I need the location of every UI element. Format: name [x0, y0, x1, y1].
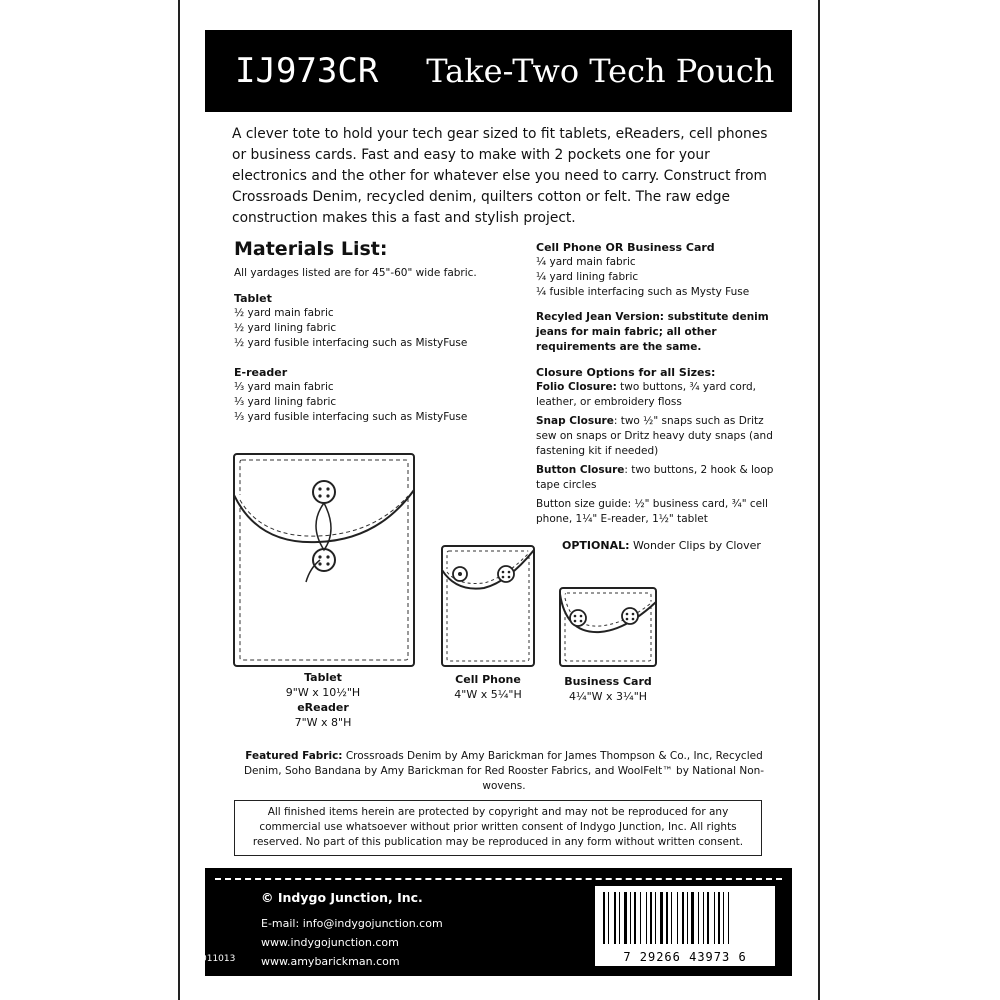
snap-label: Snap Closure [536, 415, 614, 427]
button-icon [313, 481, 335, 503]
website-link: www.amybarickman.com [261, 955, 400, 968]
publisher: © Indygo Junction, Inc. [261, 890, 423, 905]
materials-heading: Materials List: [234, 238, 388, 260]
tablet-materials [234, 291, 524, 351]
list-item: ½ yard main fabric [234, 307, 334, 319]
list-item: ¼ yard main fabric [536, 256, 636, 268]
pattern-title: Take-Two Tech Pouch [426, 52, 775, 90]
intro-paragraph: A clever tote to hold your tech gear sized to fit tablets, eReaders, cell phones or business cards. Fast and easy to make with 2 pockets one for your electronics and the other for whatever else you need to carry. Construct from Crossroads Denim, recycled denim, quilters cotton or felt. The raw edge construction makes this a fast and stylish project. [232, 126, 768, 226]
recycled-jean-note: Recyled Jean Version: substitute denim jeans for main fabric; all other requirements are the same. [536, 311, 769, 353]
tablet-size: 9"W x 10½"H [285, 686, 361, 699]
cell-card-materials [536, 240, 786, 300]
pattern-code: IJ973CR [235, 51, 379, 91]
button-icon [313, 549, 335, 571]
tablet-caption [248, 670, 398, 730]
cell-phone-pouch-illustration [438, 540, 538, 670]
ereader-heading: E-reader [234, 366, 288, 379]
cell-card-heading: Cell Phone OR Business Card [536, 241, 715, 254]
item-code: 011013 [201, 954, 236, 964]
tablet-pouch-illustration [228, 450, 418, 670]
featured-fabric [234, 749, 774, 794]
list-item: ¼ fusible interfacing such as Mysty Fuse [536, 286, 750, 298]
featured-text: Crossroads Denim by Amy Barickman for James Thompson & Co., Inc, Recycled Denim, Soho Bandana by Amy Barickman for Red Rooster Fabrics, and WoolFelt™ by National Non-wovens. [243, 750, 765, 792]
folio-text: two buttons, ¾ yard cord, leather, or embroidery floss [536, 381, 756, 408]
button-icon [498, 566, 514, 582]
barcode-number: 7 29266 43973 6 [623, 950, 747, 964]
ereader-name: eReader [297, 701, 349, 714]
snap-text: : two ½" snaps such as Dritz sew on snaps or Dritz heavy duty snaps (and fastening kit if needed) [536, 415, 773, 457]
closure-heading: Closure Options for all Sizes: [536, 366, 716, 379]
button-label: Button Closure [536, 464, 625, 476]
closure-options [536, 365, 786, 410]
yardage-note: All yardages listed are for 45"-60" wide fabric. [234, 267, 477, 279]
title-banner [205, 30, 792, 112]
snap-closure [536, 414, 786, 459]
dashed-divider [215, 878, 782, 880]
button-icon [570, 610, 586, 626]
ereader-materials [234, 365, 524, 425]
copyright-notice: All finished items herein are protected by copyright and may not be reproduced for any commercial use whatsoever without prior written consent of Indygo Junction, Inc. All rights reserved. No part of this publication may be reproduced in any form without written consent. [234, 800, 762, 856]
folio-label: Folio Closure: [536, 381, 617, 393]
ereader-size: 7"W x 8"H [294, 716, 352, 729]
card-size: 4¼"W x 3¼"H [568, 690, 648, 703]
business-card-pouch-illustration [556, 582, 662, 670]
business-card-caption [548, 674, 668, 704]
contact-info [261, 914, 443, 971]
optional-note [562, 539, 761, 552]
cell-phone-caption [428, 672, 548, 702]
footer-bar [201, 868, 792, 976]
materials-list [234, 238, 524, 439]
card-name: Business Card [564, 675, 652, 688]
button-icon [622, 608, 638, 624]
optional-text: Wonder Clips by Clover [629, 539, 761, 552]
right-column [536, 240, 786, 537]
featured-label: Featured Fabric: [245, 750, 343, 762]
barcode-bars-icon [595, 886, 775, 948]
button-text: : two buttons, 2 hook & loop tape circles [536, 464, 774, 491]
list-item: ⅓ yard lining fabric [234, 396, 337, 408]
cell-name: Cell Phone [455, 673, 521, 686]
tablet-name: Tablet [304, 671, 342, 684]
tablet-heading: Tablet [234, 292, 272, 305]
list-item: ⅓ yard main fabric [234, 381, 334, 393]
list-item: ⅓ yard fusible interfacing such as MistyFuse [234, 411, 468, 423]
button-closure [536, 463, 786, 493]
list-item: ½ yard lining fabric [234, 322, 337, 334]
list-item: ½ yard fusible interfacing such as MistyFuse [234, 337, 468, 349]
list-item: ¼ yard lining fabric [536, 271, 639, 283]
folio-closure [536, 380, 786, 410]
barcode [595, 886, 775, 966]
email: E-mail: info@indygojunction.com [261, 917, 443, 930]
website-link: www.indygojunction.com [261, 936, 399, 949]
cell-size: 4"W x 5¼"H [454, 688, 522, 701]
optional-label: OPTIONAL: [562, 539, 630, 552]
button-size-guide: Button size guide: ½" business card, ¾" cell phone, 1¼" E-reader, 1½" tablet [536, 498, 768, 525]
